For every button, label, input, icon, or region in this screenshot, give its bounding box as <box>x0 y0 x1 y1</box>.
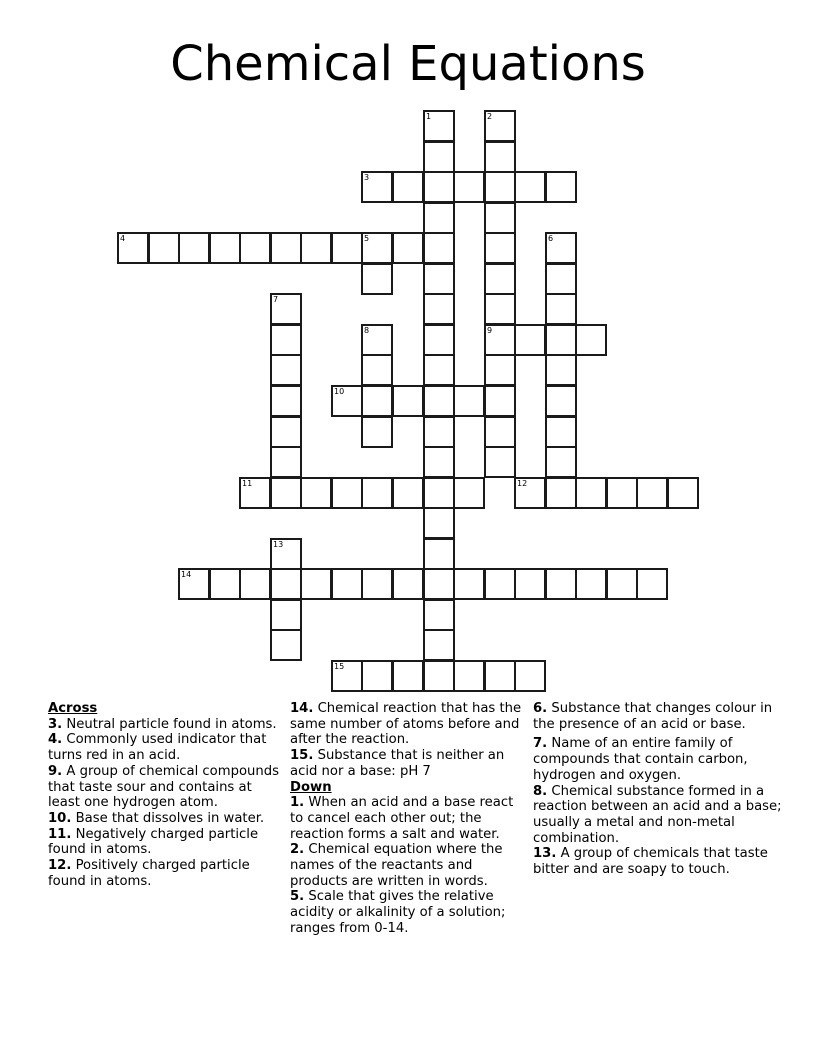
crossword-cell[interactable] <box>484 202 516 234</box>
clue-text: Chemical reaction that has the same number of atoms before and after the reaction. <box>290 701 522 748</box>
crossword-cell[interactable] <box>270 477 302 509</box>
crossword-cell[interactable] <box>239 477 271 509</box>
crossword-cell[interactable] <box>575 324 607 356</box>
crossword-cell[interactable] <box>423 446 455 478</box>
clue-text: Chemical substance formed in a reaction between an acid and a base; usually a metal and non-metal combination. <box>533 783 782 846</box>
cell-number: 7 <box>273 295 279 304</box>
crossword-cell[interactable] <box>453 568 485 600</box>
clue-number: 1. <box>290 795 305 811</box>
clue-text: Positively charged particle found in atoms. <box>48 858 250 889</box>
clue-text: A group of chemicals that taste bitter and are soapy to touch. <box>533 846 768 878</box>
cell-number: 5 <box>364 234 370 243</box>
crossword-cell[interactable] <box>514 568 546 600</box>
across-heading: Across <box>48 701 98 716</box>
clue-text: Scale that gives the relative acidity or alkalinity of a solution; ranges from 0-14. <box>290 889 506 936</box>
clue-text: When an acid and a base react to cancel each other out; the reaction forms a salt and water. <box>290 795 514 842</box>
crossword-cell[interactable] <box>209 568 241 600</box>
clue-across-14 <box>290 701 528 748</box>
crossword-cell[interactable] <box>423 232 455 264</box>
crossword-cell[interactable] <box>606 568 638 600</box>
crossword-cell[interactable] <box>270 324 302 356</box>
crossword-cell[interactable] <box>361 416 393 448</box>
cell-number: 2 <box>487 112 493 121</box>
crossword-cell[interactable] <box>423 538 455 570</box>
crossword-cell[interactable] <box>392 385 424 417</box>
clue-number: 14. <box>290 701 314 716</box>
crossword-cell[interactable] <box>423 629 455 661</box>
clue-number: 11. <box>48 826 72 842</box>
crossword-cell[interactable] <box>545 293 577 325</box>
crossword-cell[interactable] <box>361 354 393 386</box>
crossword-cell[interactable] <box>484 232 516 264</box>
crossword-cell[interactable] <box>392 568 424 600</box>
clue-down-13 <box>533 846 783 877</box>
crossword-cell[interactable] <box>484 416 516 448</box>
crossword-cell[interactable] <box>575 477 607 509</box>
crossword-cell[interactable] <box>300 477 332 509</box>
crossword-cell[interactable] <box>423 385 455 417</box>
down-heading: Down <box>290 779 332 795</box>
clue-across-11 <box>48 827 283 858</box>
clue-text: Substance that is neither an acid nor a base: pH 7 <box>290 748 505 779</box>
crossword-cell[interactable] <box>300 232 332 264</box>
crossword-cell[interactable] <box>453 171 485 203</box>
crossword-cell[interactable] <box>423 660 455 692</box>
clues-column-2 <box>290 701 528 937</box>
cell-number: 4 <box>120 234 126 243</box>
clue-number: 9. <box>48 763 63 779</box>
clue-down-6 <box>533 701 783 732</box>
crossword-cell[interactable] <box>514 660 546 692</box>
clue-down-1 <box>290 795 528 842</box>
crossword-cell[interactable] <box>423 507 455 539</box>
crossword-cell[interactable] <box>423 202 455 234</box>
clue-text: Commonly used indicator that turns red in an acid. <box>48 732 267 764</box>
clue-down-2 <box>290 842 528 889</box>
crossword-cell[interactable] <box>514 171 546 203</box>
crossword-cell[interactable] <box>545 477 577 509</box>
crossword-cell[interactable] <box>270 416 302 448</box>
crossword-cell[interactable] <box>331 660 363 692</box>
crossword-cell[interactable] <box>636 568 668 600</box>
crossword-cell[interactable] <box>270 599 302 631</box>
crossword-cell[interactable] <box>361 232 393 264</box>
clues-column-1 <box>48 701 283 889</box>
clue-number: 12. <box>48 858 72 874</box>
cell-number: 8 <box>364 326 370 335</box>
crossword-cell[interactable] <box>423 324 455 356</box>
clue-down-7 <box>533 736 783 783</box>
clue-number: 10. <box>48 810 72 826</box>
crossword-cell[interactable] <box>361 324 393 356</box>
clue-text: Name of an entire family of compounds that contain carbon, hydrogen and oxygen. <box>533 736 748 783</box>
crossword-cell[interactable] <box>361 660 393 692</box>
crossword-cell[interactable] <box>545 171 577 203</box>
cell-number: 13 <box>273 540 284 549</box>
crossword-cell[interactable] <box>423 416 455 448</box>
clue-number: 7. <box>533 736 548 752</box>
clue-number: 2. <box>290 842 305 858</box>
crossword-cell[interactable] <box>300 568 332 600</box>
crossword-cell[interactable] <box>392 171 424 203</box>
crossword-cell[interactable] <box>545 385 577 417</box>
cell-number: 14 <box>181 570 192 579</box>
cell-number: 15 <box>334 662 345 671</box>
crossword-cell[interactable] <box>117 232 149 264</box>
clue-text: Neutral particle found in atoms. <box>66 716 277 732</box>
crossword-cell[interactable] <box>392 232 424 264</box>
cell-number: 1 <box>426 112 432 121</box>
crossword-cell[interactable] <box>484 141 516 173</box>
crossword-cell[interactable] <box>484 293 516 325</box>
crossword-cell[interactable] <box>514 324 546 356</box>
clue-down-8 <box>533 784 783 847</box>
crossword-cell[interactable] <box>453 477 485 509</box>
crossword-cell[interactable] <box>423 354 455 386</box>
clue-across-9 <box>48 764 283 811</box>
crossword-cell[interactable] <box>270 629 302 661</box>
clue-number: 15. <box>290 748 314 764</box>
crossword-cell[interactable] <box>423 141 455 173</box>
crossword-cell[interactable] <box>239 232 271 264</box>
crossword-cell[interactable] <box>545 568 577 600</box>
crossword-cell[interactable] <box>239 568 271 600</box>
crossword-cell[interactable] <box>392 477 424 509</box>
clue-across-4 <box>48 732 283 763</box>
crossword-cell[interactable] <box>484 324 516 356</box>
page-title: Chemical Equations <box>170 36 646 92</box>
crossword-cell[interactable] <box>270 232 302 264</box>
cell-number: 6 <box>548 234 554 243</box>
crossword-cell[interactable] <box>392 660 424 692</box>
crossword-cell[interactable] <box>484 263 516 295</box>
clue-text: Substance that changes colour in the presence of an acid or base. <box>533 701 773 732</box>
clue-across-3 <box>48 717 283 733</box>
crossword-cell[interactable] <box>484 110 516 142</box>
clue-text: Base that dissolves in water. <box>75 810 265 826</box>
crossword-cell[interactable] <box>270 568 302 600</box>
crossword-cell[interactable] <box>484 568 516 600</box>
crossword-cell[interactable] <box>270 293 302 325</box>
clue-number: 8. <box>533 783 548 799</box>
cell-number: 11 <box>242 479 253 488</box>
crossword-cell[interactable] <box>484 354 516 386</box>
crossword-cell[interactable] <box>209 232 241 264</box>
crossword-cell[interactable] <box>484 171 516 203</box>
clue-number: 6. <box>533 701 548 716</box>
crossword-cell[interactable] <box>545 263 577 295</box>
crossword-cell[interactable] <box>545 324 577 356</box>
clue-across-10 <box>48 811 283 827</box>
clue-number: 4. <box>48 732 63 748</box>
clue-down-5 <box>290 889 528 936</box>
crossword-cell[interactable] <box>361 171 393 203</box>
crossword-cell[interactable] <box>178 568 210 600</box>
clue-number: 3. <box>48 716 63 732</box>
crossword-cell[interactable] <box>514 477 546 509</box>
crossword-cell[interactable] <box>484 446 516 478</box>
crossword-cell[interactable] <box>423 171 455 203</box>
crossword-cell[interactable] <box>545 446 577 478</box>
crossword-cell[interactable] <box>148 232 180 264</box>
crossword-cell[interactable] <box>636 477 668 509</box>
clues-column-3 <box>533 701 783 878</box>
crossword-cell[interactable] <box>423 477 455 509</box>
crossword-cell[interactable] <box>667 477 699 509</box>
crossword-cell[interactable] <box>423 110 455 142</box>
crossword-cell[interactable] <box>453 385 485 417</box>
crossword-cell[interactable] <box>331 385 363 417</box>
crossword-cell[interactable] <box>331 477 363 509</box>
cell-number: 10 <box>334 387 345 396</box>
clue-across-12 <box>48 858 283 889</box>
crossword-cell[interactable] <box>361 385 393 417</box>
clue-number: 13. <box>533 846 557 862</box>
crossword-cell[interactable] <box>361 263 393 295</box>
crossword-cell[interactable] <box>270 446 302 478</box>
cell-number: 12 <box>517 479 528 488</box>
crossword-cell[interactable] <box>361 568 393 600</box>
crossword-cell[interactable] <box>575 568 607 600</box>
clue-text: A group of chemical compounds that taste sour and contains at least one hydrogen atom. <box>48 763 279 811</box>
crossword-cell[interactable] <box>423 293 455 325</box>
crossword-cell[interactable] <box>178 232 210 264</box>
crossword-cell[interactable] <box>423 568 455 600</box>
crossword-cell[interactable] <box>423 263 455 295</box>
crossword-cell[interactable] <box>331 568 363 600</box>
crossword-cell[interactable] <box>606 477 638 509</box>
clue-across-15 <box>290 748 528 779</box>
crossword-cell[interactable] <box>545 416 577 448</box>
clue-text: Chemical equation where the names of the reactants and products are written in words. <box>290 842 503 889</box>
cell-number: 9 <box>487 326 493 335</box>
clue-number: 5. <box>290 889 305 905</box>
crossword-cell[interactable] <box>270 354 302 386</box>
crossword-cell[interactable] <box>484 660 516 692</box>
crossword-cell[interactable] <box>545 354 577 386</box>
crossword-cell[interactable] <box>270 538 302 570</box>
crossword-cell[interactable] <box>331 232 363 264</box>
crossword-cell[interactable] <box>423 599 455 631</box>
crossword-cell[interactable] <box>484 385 516 417</box>
crossword-cell[interactable] <box>545 232 577 264</box>
clue-text: Negatively charged particle found in atoms. <box>48 826 259 858</box>
cell-number: 3 <box>364 173 370 182</box>
crossword-cell[interactable] <box>361 477 393 509</box>
crossword-cell[interactable] <box>453 660 485 692</box>
crossword-cell[interactable] <box>270 385 302 417</box>
